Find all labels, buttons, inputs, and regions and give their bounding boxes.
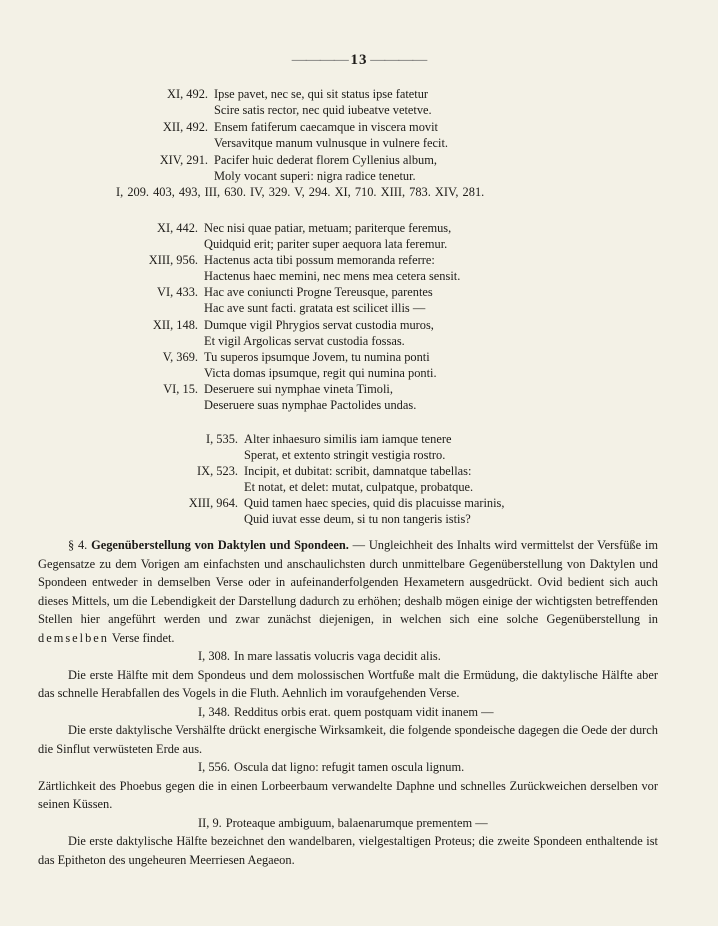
verse-ref: XIV, 291. bbox=[159, 153, 208, 167]
intro-text: — Ungleichheit des Inhalts wird vermittelst der Versfüße im Gegensatze zu dem Vorigen am einfachsten und anschaulichsten durch unmittelbare Gegenüberstellung von Daktylen und Spondeen entweder in demselben Verse oder in aufeinanderfolgenden Hexametern ausgedrückt. Ovid bedient sich auch dieses Mittels, um die Lebendigkeit der Darstellung dadurch zu erhöhen; deshalb mögen einige der wichtigsten betreffenden Stellen hier angeführt werden und zwar zunächst diejenigen, in welchen sich eine solche Gegenüberstellung in bbox=[38, 538, 658, 626]
verse-ref: VI, 433. bbox=[157, 285, 198, 299]
page-number: ———— 13 ———— bbox=[291, 52, 427, 68]
verse-line: Hactenus acta tibi possum memoranda referre: bbox=[204, 253, 435, 267]
verse-line: In mare lassatis volucris vaga decidit alis. bbox=[234, 649, 441, 663]
verse-line: Deseruere suas nymphae Pactolides undas. bbox=[204, 398, 417, 412]
verse-line: Nec nisi quae patiar, metuam; pariterque feremus, bbox=[204, 221, 452, 235]
section-heading: Gegenüberstellung von Daktylen und Spondeen. bbox=[91, 538, 349, 552]
verse-line: Deseruere sui nymphae vineta Timoli, bbox=[204, 382, 393, 396]
verse-line: Versavitque manum vulnusque in vulnere fecit. bbox=[214, 136, 448, 150]
verse-ref: I, 556. bbox=[198, 760, 231, 774]
example-comment: Die erste Hälfte mit dem Spondeus und dem molossischen Wortfuße malt die Ermüdung, die daktylische Hälfte aber das schnelle Herabfallen des Vogels in die Fluth. Aehnlich im voraufgehenden Verse. bbox=[38, 667, 658, 700]
verse-line: Et vigil Argolicas servat custodia fossas. bbox=[204, 334, 405, 348]
verse-line: Quidquid erit; pariter super aequora lata feremur. bbox=[204, 237, 448, 251]
example-comment: Zärtlichkeit des Phoebus gegen die in einen Lorbeerbaum verwandelte Daphne und schnelles Zurückweichen derselben vor seinen Küssen. bbox=[38, 778, 658, 811]
verse-ref: II, 9. bbox=[198, 815, 222, 830]
section-intro bbox=[38, 536, 658, 647]
verse-line: Incipit, et dubitat: scribit, damnatque tabellas: bbox=[244, 464, 472, 478]
verse-ref: IX, 523. bbox=[197, 464, 238, 478]
example-verse bbox=[38, 814, 658, 833]
verse-line: Proteaque ambiguum, balaenarumque prementem — bbox=[225, 815, 488, 830]
intro-text-end: Verse findet. bbox=[111, 630, 175, 645]
verse-ref: XI, 442. bbox=[157, 221, 198, 235]
verse-ref: XII, 492. bbox=[162, 120, 208, 134]
verse-line: Redditus orbis erat. quem postquam vidit inanem — bbox=[234, 704, 494, 719]
example-verse bbox=[38, 647, 658, 666]
example-comment: Die erste daktylische Vershälfte drückt energische Wirksamkeit, die folgende spondeische dagegen die Oede der durch die Sinflut verwüsteten Erde aus. bbox=[38, 723, 658, 756]
section-number: § 4. bbox=[68, 538, 88, 552]
verse-line: Hac ave sunt facti. gratata est scilicet illis — bbox=[204, 301, 426, 315]
verse-line: Victa domas ipsumque, regit qui numina ponti. bbox=[204, 366, 437, 380]
verse-line: Quid iuvat esse deum, si tu non tangeris istis? bbox=[244, 512, 471, 526]
verse-line: Oscula dat ligno: refugit tamen oscula lignum. bbox=[234, 760, 465, 774]
verse-line: Dumque vigil Phrygios servat custodia muros, bbox=[204, 318, 434, 332]
verse-line: Scire satis rector, nec quid iubeatve vetetve. bbox=[214, 103, 432, 117]
verse-ref: XI, 492. bbox=[167, 87, 208, 101]
verse-ref: V, 369. bbox=[162, 350, 198, 364]
verse-ref: XIII, 956. bbox=[148, 253, 198, 267]
verse-line: Sperat, et extento stringit vestigia rostro. bbox=[244, 448, 446, 462]
verse-ref: I, 535. bbox=[205, 432, 238, 446]
verse-line: Et notat, et delet: mutat, culpatque, probatque. bbox=[244, 480, 474, 494]
reference-list: I, 209. 403, 493, III, 630. IV, 329. V, 294. XI, 710. XIII, 783. XIV, 281. bbox=[116, 185, 485, 199]
verse-ref: I, 348. bbox=[198, 704, 231, 719]
verse-line: Hac ave coniuncti Progne Tereusque, parentes bbox=[204, 285, 433, 299]
intro-emphasis: demselben bbox=[38, 630, 109, 645]
verse-line: Moly vocant superi: nigra radice tenetur. bbox=[214, 169, 416, 183]
verse-line: Quid tamen haec species, quid dis placuisse marinis, bbox=[244, 496, 505, 510]
verse-line: Hactenus haec memini, nec mens mea cetera sensit. bbox=[204, 269, 461, 283]
example-verse bbox=[38, 758, 658, 777]
verse-ref: XII, 148. bbox=[152, 318, 198, 332]
example-comment: Die erste daktylische Hälfte bezeichnet den wandelbaren, vielgestaltigen Proteus; die zweite Spondeen enthaltende ist das Epitheton des ungeheuren Meerriesen Aegaeon. bbox=[38, 834, 658, 867]
verse-ref: VI, 15. bbox=[163, 382, 198, 396]
verse-ref: I, 308. bbox=[198, 649, 231, 663]
verse-line: Pacifer huic dederat florem Cyllenius album, bbox=[214, 153, 437, 167]
verse-line: Ipse pavet, nec se, qui sit status ipse fatetur bbox=[214, 87, 429, 101]
verse-line: Tu superos ipsumque Jovem, tu numina ponti bbox=[204, 350, 430, 364]
verse-line: Alter inhaesuro similis iam iamque tenere bbox=[244, 432, 452, 446]
section-4 bbox=[38, 536, 658, 869]
verse-ref: XIII, 964. bbox=[188, 496, 238, 510]
example-verse bbox=[38, 703, 658, 722]
verse-line: Ensem fatiferum caecamque in viscera movit bbox=[214, 120, 438, 134]
